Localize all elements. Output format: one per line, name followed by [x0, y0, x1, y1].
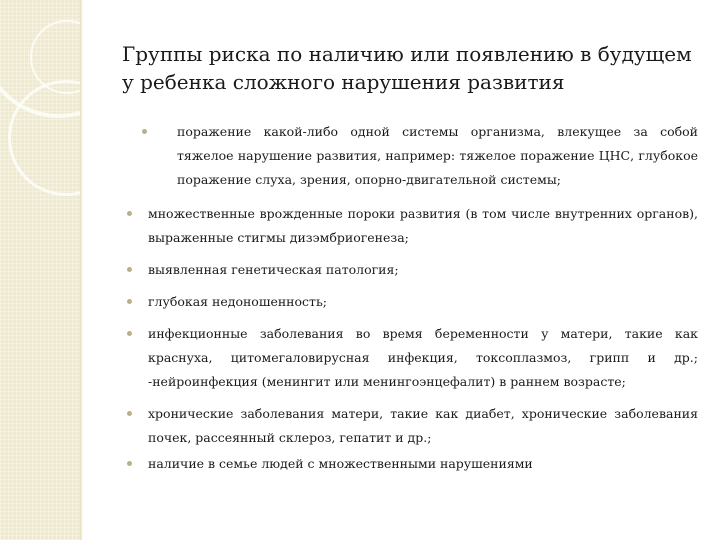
- list-item-text: глубокая недоношенность;: [148, 294, 327, 309]
- list-item: [122, 402, 698, 450]
- risk-group-list: [122, 120, 698, 484]
- sidebar-divider: [80, 0, 83, 540]
- list-item-text: хронические заболевания матери, такие как диабет, хронические заболевания почек, рассеянный склероз, гепатит и др.;: [148, 406, 698, 445]
- bullet-icon: [127, 411, 132, 416]
- list-item: [122, 290, 698, 314]
- bullet-icon: [127, 267, 132, 272]
- list-item-text: множественные врожденные пороки развития (в том числе внутренних органов), выраженные стигмы дизэмбриогенеза;: [148, 206, 698, 245]
- bullet-icon: [142, 129, 147, 134]
- decorative-sidebar: [0, 0, 80, 540]
- list-item: [122, 202, 698, 250]
- slide-title: Группы риска по наличию или появлению в будущем у ребенка сложного нарушения развития: [122, 42, 692, 94]
- list-item: [122, 452, 698, 476]
- list-item-text: выявленная генетическая патология;: [148, 262, 399, 277]
- list-item: [122, 120, 698, 192]
- bullet-icon: [127, 461, 132, 466]
- list-item-text: наличие в семье людей с множественными нарушениями: [148, 456, 533, 471]
- list-item-text: инфекционные заболевания во время беременности у матери, такие как краснуха, цитомегаловирусная инфекция, токсоплазмоз, грипп и др.; -нейроинфекция (менингит или менингоэнцефалит) в раннем возрасте;: [148, 326, 698, 389]
- bullet-icon: [127, 331, 132, 336]
- list-item: [122, 322, 698, 394]
- bullet-icon: [127, 211, 132, 216]
- list-item: [122, 258, 698, 282]
- bullet-icon: [127, 299, 132, 304]
- list-item-text: поражение какой-либо одной системы организма, влекущее за собой тяжелое нарушение развития, например: тяжелое поражение ЦНС, глубокое поражение слуха, зрения, опорно-двигательной системы;: [177, 124, 698, 187]
